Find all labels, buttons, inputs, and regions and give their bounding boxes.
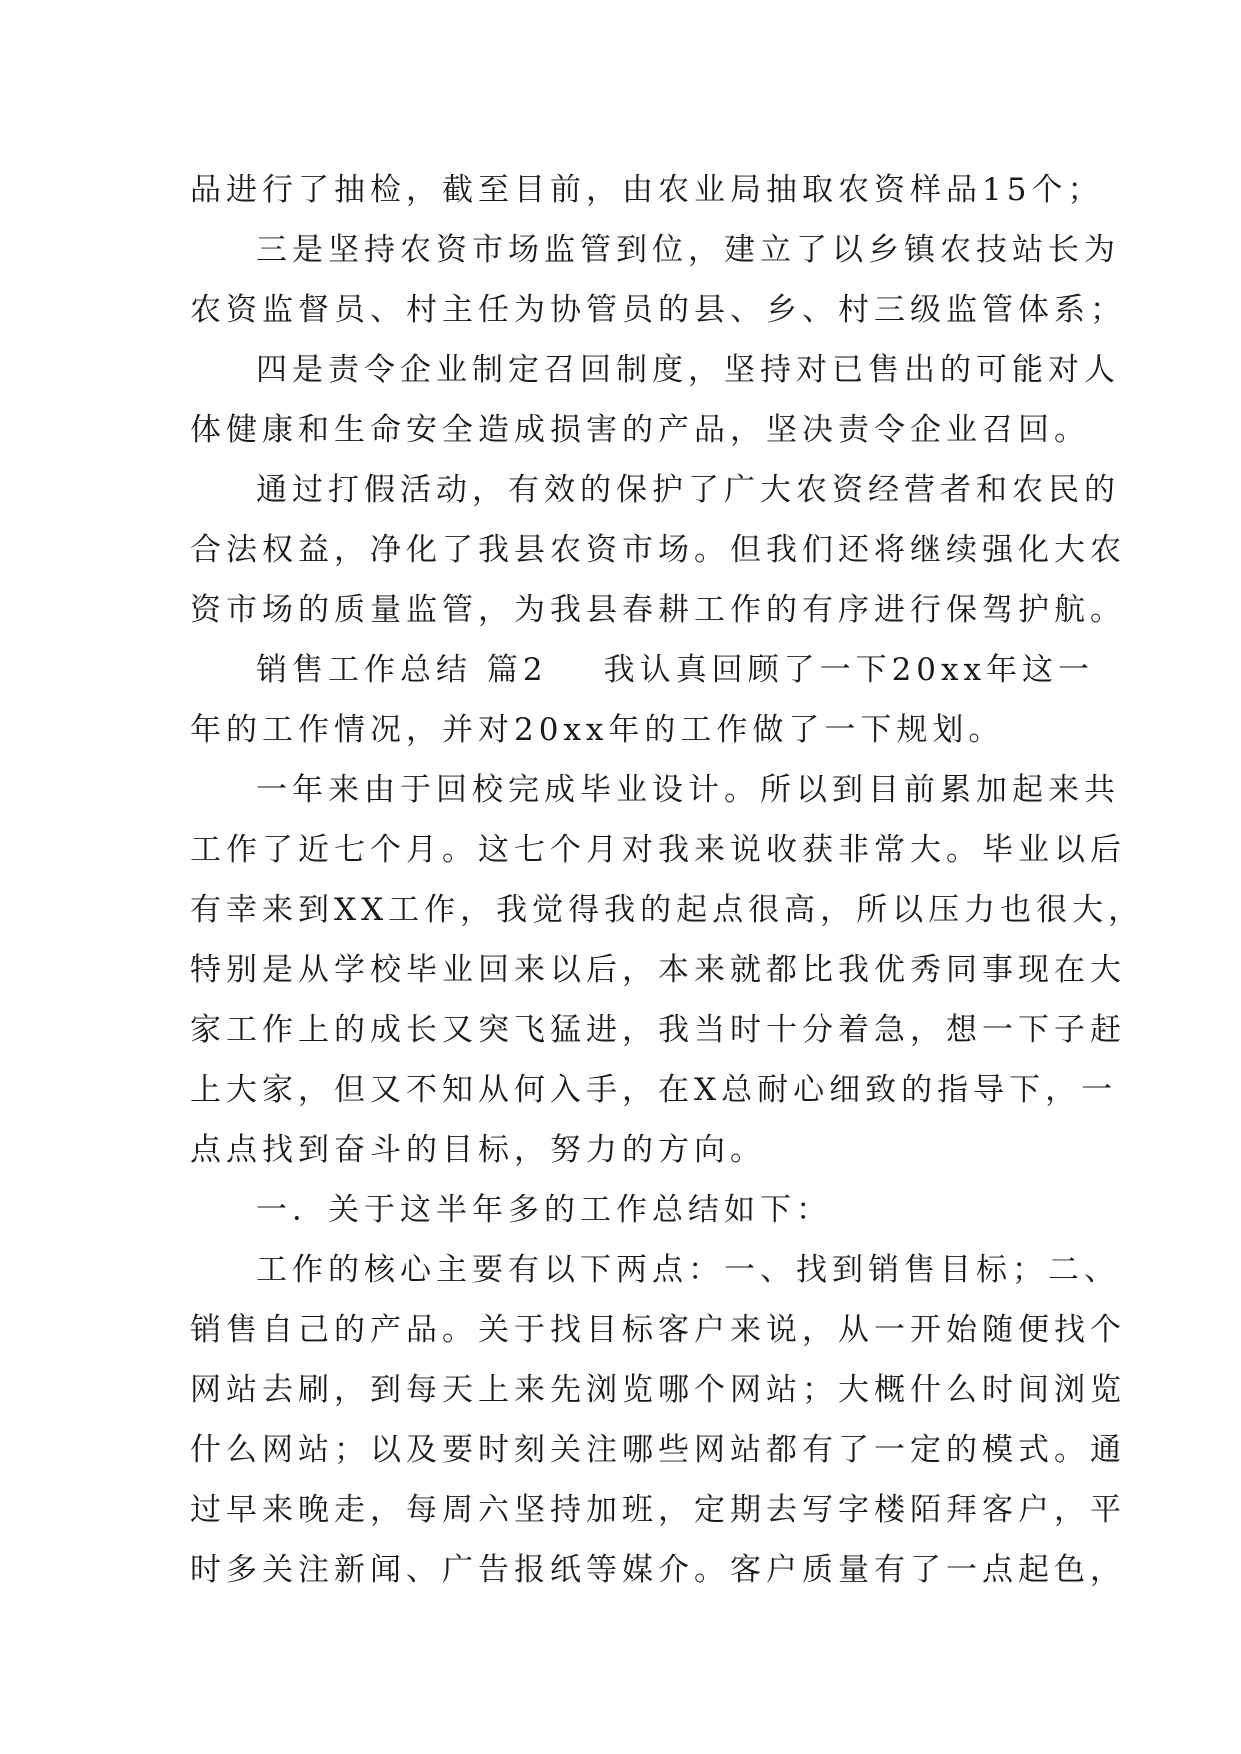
text-line: 时多关注新闻、广告报纸等媒介。客户质量有了一点起色， bbox=[190, 1552, 1126, 1588]
text-line: 销售自己的产品。关于找目标客户来说，从一开始随便找个 bbox=[190, 1312, 1126, 1348]
text-line: 点点找到奋斗的目标，努力的方向。 bbox=[190, 1132, 766, 1168]
text-line: 工作了近七个月。这七个月对我来说收获非常大。毕业以后 bbox=[190, 832, 1126, 868]
text-line: 年的工作情况，并对20xx年的工作做了一下规划。 bbox=[190, 712, 1005, 748]
text-line: 过早来晚走，每周六坚持加班，定期去写字楼陌拜客户，平 bbox=[190, 1492, 1126, 1528]
text-line: 合法权益，净化了我县农资市场。但我们还将继续强化大农 bbox=[190, 532, 1126, 568]
section-heading-line bbox=[190, 640, 1094, 700]
text-line: 我认真回顾了一下20xx年这一 bbox=[603, 652, 1094, 688]
text-line: 网站去刷，到每天上来先浏览哪个网站；大概什么时间浏览 bbox=[190, 1372, 1126, 1408]
text-line: 有幸来到XX工作，我觉得我的起点很高，所以压力也很大， bbox=[190, 892, 1145, 928]
text-line: 上大家，但又不知从何入手，在X总耐心细致的指导下，一 bbox=[190, 1072, 1118, 1108]
text-line: 通过打假活动，有效的保护了广大农资经营者和农民的 bbox=[256, 472, 1120, 508]
subsection-heading: 一．关于这半年多的工作总结如下： bbox=[256, 1192, 832, 1228]
text-line: 什么网站；以及要时刻关注哪些网站都有了一定的模式。通 bbox=[190, 1432, 1126, 1468]
text-line: 体健康和生命安全造成损害的产品，坚决责令企业召回。 bbox=[190, 412, 1090, 448]
section-heading: 销售工作总结 篇2 bbox=[256, 652, 548, 688]
text-line: 农资监督员、村主任为协管员的县、乡、村三级监管体系； bbox=[190, 292, 1126, 328]
text-line: 特别是从学校毕业回来以后，本来就都比我优秀同事现在大 bbox=[190, 952, 1126, 988]
text-line: 一年来由于回校完成毕业设计。所以到目前累加起来共 bbox=[256, 772, 1120, 808]
text-line: 品进行了抽检，截至目前，由农业局抽取农资样品15个； bbox=[190, 172, 1104, 208]
document-body bbox=[190, 160, 1145, 1600]
text-line: 工作的核心主要有以下两点：一、找到销售目标；二、 bbox=[256, 1252, 1120, 1288]
text-line: 四是责令企业制定召回制度，坚持对已售出的可能对人 bbox=[256, 352, 1120, 388]
text-line: 家工作上的成长又突飞猛进，我当时十分着急，想一下子赶 bbox=[190, 1012, 1126, 1048]
text-line: 资市场的质量监管，为我县春耕工作的有序进行保驾护航。 bbox=[190, 592, 1126, 628]
text-line: 三是坚持农资市场监管到位，建立了以乡镇农技站长为 bbox=[256, 232, 1120, 268]
